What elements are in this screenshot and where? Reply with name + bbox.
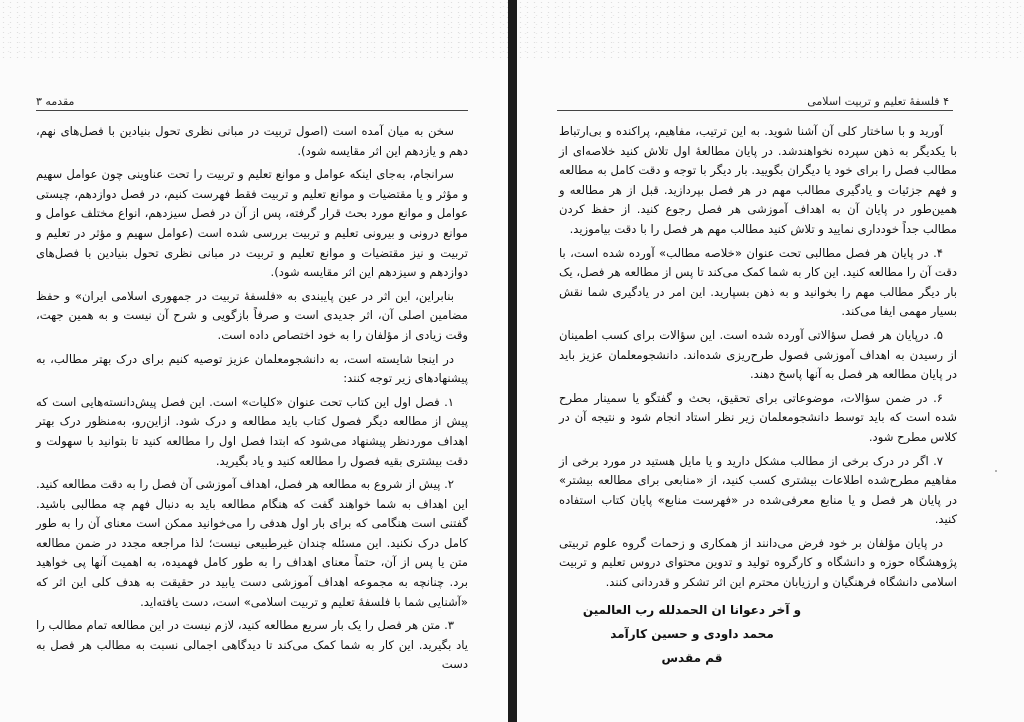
paragraph: بنابراین، این اثر در عین پایبندی به «فلسفهٔ تربیت در جمهوری اسلامی ایران» و حفظ مضامین اصلی آن، اثر جدیدی است و صرفاً بازگویی و شرح آن نیست و به همین جهت، وقت زیادی از مؤلفان را به خود اختصاص داده است. xyxy=(36,288,468,342)
paragraph: در پایان مؤلفان بر خود فرض می‌دانند از همکاری و زحمات گروه علوم تربیتی پژوهشگاه حوزه و دانشگاه و کارگروه تولید و تدوین محتوای دروس تعلیم و تربیت اسلامی دانشگاه فرهنگیان و ارزیابان محترم این اثر تشکر و قدردانی کنند. xyxy=(559,535,957,590)
paragraph: در اینجا شایسته است، به دانشجومعلمان عزیز توصیه کنیم برای درک بهتر مطالب، به پیشنهادهای زیر توجه کنند: xyxy=(36,351,468,386)
scan-noise xyxy=(0,0,508,60)
left-page-header: مقدمه ۳ xyxy=(36,95,75,108)
paragraph: سرانجام، به‌جای اینکه عوامل و موانع تعلیم و تربیت را تحت عناوینی چون عوامل سهیم و مؤثر و یا مقتضیات و موانع تعلیم و تربیت فقط فهرست کنیم، در فصل دوازدهم، چیستی عوامل و موانع مورد بحث قرار گرفته، پس از آن در فصل سیزدهم، انواع مختلف عوامل و موانع درونی و بیرونی تعلیم و تربیت بررسی شده است (عوامل سهیم و مؤثر در تعلیم و تربیت و نیز مقتضیات و موانع تعلیم و تربیت در مبانی نظری تحول بنیادین با فصل‌های دوازدهم و سیزدهم این اثر مقایسه شود). xyxy=(36,167,468,280)
paragraph: ۱. فصل اول این کتاب تحت عنوان «کلیات» است. این فصل پیش‌دانسته‌هایی است که پیش از مطالعه دیگر فصول کتاب باید مطالعه و درک شود. ازاین‌رو، به‌منظور درک بهتر اهداف موردنظر پیشنهاد می‌شود که ابتدا فصل اول را مطالعه کنید تا بتوانید با سهولت و دقت بیشتری بقیه فصول را مطالعه کنید و یاد بگیرید. xyxy=(36,394,468,468)
left-page xyxy=(0,0,508,722)
paragraph: ۵. درپایان هر فصل سؤالاتی آورده شده است. این سؤالات برای کسب اطمینان از رسیدن به اهداف آموزشی فصول طرح‌ریزی شده‌اند. دانشجومعلمان عزیز باید در پایان مطالعه هر فصل به آنها پاسخ دهند. xyxy=(559,327,957,382)
right-header-rule xyxy=(557,110,953,111)
right-page-header: ۴ فلسفهٔ تعلیم و تربیت اسلامی xyxy=(807,95,949,108)
paragraph: ۳. متن هر فصل را یک بار سریع مطالعه کنید، لازم نیست در این مطالعه تمام مطالب را یاد بگیرید. این کار به شما کمک می‌کند تا دیدگاهی اجمالی نسبت به مطالب هر فصل به دست xyxy=(36,618,468,672)
book-gutter xyxy=(508,0,517,722)
paragraph: ۷. اگر در درک برخی از مطالب مشکل دارید و یا مایل هستید در مورد برخی از مفاهیم مطرح‌شده اطلاعات بیشتری کسب کنید، از «منابعی برای مطالعه بیشتر» در پایان هر فصل و یا منابع معرفی‌شده در «فهرست منابع» پایان کتاب استفاده کنید. xyxy=(559,453,957,527)
right-page-body xyxy=(559,122,957,590)
left-page-body xyxy=(36,122,468,722)
authors-names: محمد داودی و حسین کارآمد xyxy=(610,627,774,641)
paragraph: ۶. در ضمن سؤالات، موضوعاتی برای تحقیق، بحث و گفتگو یا سمینار مطرح شده است که باید توسط دانشجومعلمان زیر نظر استاد انجام شود و نتیجه آن در کلاس مطرح شود. xyxy=(559,390,957,444)
paragraph: ۴. در پایان هر فصل مطالبی تحت عنوان «خلاصه مطالب» آورده شده است، با دقت آن را مطالعه کنید. این کار به شما کمک می‌کند تا پس از مطالعه هر فصل، یک بار دیگر مطالب مهم را بخوانید و به ذهن بسپارید. این امر در یادگیری شما نقش بسیار مهمی ایفا می‌کند. xyxy=(559,245,957,319)
closing-signature xyxy=(577,598,807,670)
left-header-rule xyxy=(36,110,468,111)
scan-noise xyxy=(517,0,1024,60)
closing-prayer: و آخر دعوانا ان الحمدلله رب العالمین xyxy=(582,603,802,617)
scan-speck xyxy=(995,470,997,472)
paragraph: ۲. پیش از شروع به مطالعه هر فصل، اهداف آموزشی آن فصل را به دقت مطالعه کنید. این اهداف به شما خواهند گفت که هنگام مطالعه باید به دنبال فهم چه مطالبی باشید. گفتنی است هنگامی که برای بار اول هدفی را می‌خوانید ممکن است معنای آن را به طور کامل درک نکنید. این مسئله چندان غیرطبیعی نیست؛ لذا مراجعه مجدد در ضمن مطالعه متن یا پس از آن، حتماً معنای اهداف را به طور کامل فهمیده، به اهمیت آنها پی خواهید برد. چنانچه به مجموعه اهداف آموزشی دست یابید در حقیقت به هدف کلی این اثر که «آشنایی شما با فلسفهٔ تعلیم و تربیت اسلامی» است، دست یافته‌اید. xyxy=(36,477,468,609)
paragraph: سخن به میان آمده است (اصول تربیت در مبانی نظری تحول بنیادین با فصل‌های نهم، دهم و یازدهم این اثر مقایسه شود). xyxy=(36,124,468,158)
place-name: قم مقدس xyxy=(661,651,723,665)
paragraph: آورید و با ساختار کلی آن آشنا شوید. به این ترتیب، مفاهیم، پراکنده و بی‌ارتباط با یکدیگر به ذهن سپرده نخواهندشد. در پایان مطالعهٔ اول تلاش کنید خلاصه‌ای از مطالب فصل را برای خود یا دیگران بگویید. بار دیگر با توجه و دقت کامل به مطالعه و فهم جزئیات و یادگیری مطالب مهم در هر فصل بپردازید. قبل از هر مطالعه و همین‌طور در پایان آن به اهداف آموزشی هر فصل رجوع کنید. از حفظ کردن مطالب جداً خودداری نمایید و تلاش کنید مطالب مهم هر فصل را با دقت بیاموزید. xyxy=(559,124,957,236)
right-page xyxy=(517,0,1024,722)
